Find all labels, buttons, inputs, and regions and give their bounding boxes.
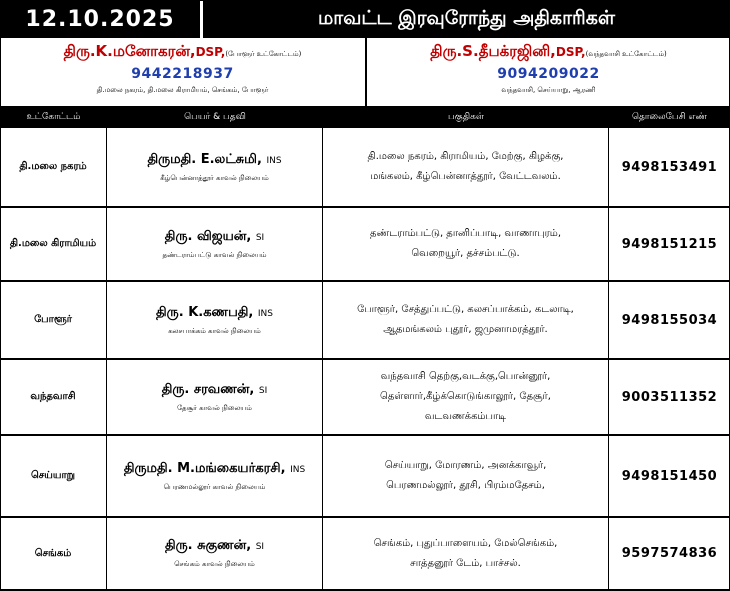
area-line: வெறையூர், தச்சம்பட்டு. bbox=[411, 248, 520, 259]
officer-name-line bbox=[124, 461, 305, 477]
subdivision: வந்தவாசி bbox=[30, 391, 76, 402]
patrol-table bbox=[0, 128, 730, 591]
officer-phone: 9442218937 bbox=[131, 66, 234, 82]
phone-cell bbox=[609, 128, 730, 206]
areas-cell bbox=[323, 360, 609, 434]
subdivision-cell bbox=[0, 436, 107, 516]
officer-division: (போளூர் உட்கோட்டம்) bbox=[225, 50, 302, 58]
area-line: வடவணக்கம்பாடி bbox=[424, 411, 507, 422]
officer-name: திருமதி. M.மங்கையர்கரசி, bbox=[123, 460, 286, 476]
area-line: வந்தவாசி தெற்கு,வடக்கு,பொன்னூர், bbox=[380, 371, 551, 382]
officer-name: திரு. சுகுணன், bbox=[164, 538, 252, 553]
officer-rank: DSP, bbox=[195, 45, 226, 59]
supervising-officers bbox=[0, 38, 730, 106]
officer-name: திரு.S.தீபக்ரஜினி, bbox=[430, 42, 556, 60]
table-row bbox=[0, 282, 730, 360]
column-header-name-post: பெயர் & பதவி bbox=[184, 111, 246, 122]
subdivision: போளூர் bbox=[34, 314, 72, 325]
officer-area: தி.மலை நகரம், தி.மலை கிராமியம், செங்கம், போளூர் bbox=[96, 86, 269, 94]
title-bar bbox=[0, 0, 730, 38]
officer-name-line bbox=[165, 538, 264, 554]
subdivision: தி.மலை கிராமியம் bbox=[9, 238, 97, 249]
name-post-cell bbox=[107, 128, 323, 206]
officer-name: திரு. சரவணன், bbox=[161, 381, 255, 397]
area-line: மங்கலம், கீழ்பென்னாத்தூர், வேட்டவலம். bbox=[370, 171, 561, 182]
table-row bbox=[0, 360, 730, 436]
officer-name-line bbox=[367, 42, 730, 62]
officer-rank: DSP, bbox=[555, 45, 586, 59]
page-title: மாவட்ட இரவுரோந்து அதிகாரிகள் bbox=[318, 6, 615, 29]
phone-number: 9003511352 bbox=[621, 389, 718, 405]
officer-name-line bbox=[156, 305, 273, 321]
subdivision-cell bbox=[0, 208, 107, 280]
subdivision-cell bbox=[0, 282, 107, 358]
officer-name: திருமதி. E.லட்சுமி, bbox=[147, 151, 262, 167]
phone-number: 9498153491 bbox=[621, 159, 718, 175]
subdivision: செங்கம் bbox=[34, 547, 72, 559]
areas-cell bbox=[323, 208, 609, 280]
area-line: தெள்ளார்,கீழ்க்கொடுங்காலூர், தேசூர், bbox=[380, 391, 551, 402]
police-station: கலசபாக்கம் காவல் நிலையம் bbox=[168, 326, 261, 335]
phone-cell bbox=[609, 518, 730, 589]
area-line: போளூர், சேத்துப்பட்டு, கலசப்பாக்கம், கடலாடி, bbox=[357, 304, 574, 315]
name-post-cell bbox=[107, 518, 323, 589]
officer-rank: SI bbox=[255, 542, 265, 552]
area-line: செங்கம், புதுப்பாளையம், மேல்செங்கம், bbox=[373, 537, 558, 549]
officer-rank: SI bbox=[258, 385, 268, 396]
officer-card-1 bbox=[0, 38, 365, 106]
area-line: சாத்தனூர் டேம், பாச்சல். bbox=[410, 557, 521, 569]
officer-rank: INS bbox=[266, 155, 282, 166]
subdivision-cell bbox=[0, 518, 107, 589]
officer-division: (வந்தவாசி உட்கோட்டம்) bbox=[585, 50, 667, 58]
phone-cell bbox=[609, 208, 730, 280]
column-header-areas: பகுதிகள் bbox=[448, 111, 484, 122]
name-post-cell bbox=[107, 360, 323, 434]
officer-name: திரு.K.மனோகரன், bbox=[63, 42, 196, 60]
area-line: தண்டராம்பட்டு, தானிப்பாடி, வாணாபுரம், bbox=[369, 228, 562, 239]
area-line: தி.மலை நகரம், கிராமியம், மேற்கு, கிழக்கு, bbox=[367, 151, 564, 162]
police-station: செங்கம் காவல் நிலையம் bbox=[174, 560, 255, 568]
subdivision: தி.மலை நகரம் bbox=[19, 161, 87, 172]
officer-rank: INS bbox=[290, 464, 306, 475]
officer-name: திரு. K.கணபதி, bbox=[156, 304, 254, 320]
subdivision-cell bbox=[0, 128, 107, 206]
phone-cell bbox=[609, 282, 730, 358]
column-header-phone: தொலைபேசி எண் bbox=[631, 111, 708, 122]
name-post-cell bbox=[107, 208, 323, 280]
officer-phone: 9094209022 bbox=[497, 66, 600, 82]
areas-cell bbox=[323, 128, 609, 206]
date: 12.10.2025 bbox=[25, 6, 175, 32]
area-line: செய்யாறு, மோரணம், அனக்காவூர், bbox=[384, 460, 547, 471]
name-post-cell bbox=[107, 436, 323, 516]
table-row bbox=[0, 208, 730, 282]
table-row bbox=[0, 436, 730, 518]
officer-name-line bbox=[0, 42, 365, 62]
police-station: கீழ்பென்னாத்தூர் காவல் நிலையம் bbox=[160, 173, 269, 182]
areas-cell bbox=[323, 518, 609, 589]
police-station: தண்டராம்பட்டு காவல் நிலையம் bbox=[162, 250, 267, 259]
table-row bbox=[0, 128, 730, 208]
police-station: பெரணமல்லூர் காவல் நிலையம் bbox=[163, 482, 266, 491]
table-row bbox=[0, 518, 730, 591]
name-post-cell bbox=[107, 282, 323, 358]
officer-name: திரு. விஜயன், bbox=[164, 228, 252, 244]
column-header-subdivision: உட்கோட்டம் bbox=[26, 111, 81, 122]
subdivision: செய்யாறு bbox=[30, 470, 76, 481]
area-line: பெரணமல்லூர், தூசி, பிரம்மதேசம், bbox=[386, 480, 545, 491]
officer-rank: SI bbox=[255, 232, 265, 243]
subdivision-cell bbox=[0, 360, 107, 434]
areas-cell bbox=[323, 436, 609, 516]
phone-number: 9597574836 bbox=[621, 546, 718, 561]
area-line: ஆதமங்கலம் புதூர், ஜமுனாமரத்தூர். bbox=[383, 324, 548, 335]
officer-card-2 bbox=[365, 38, 730, 106]
phone-number: 9498151215 bbox=[621, 236, 718, 252]
officer-rank: INS bbox=[257, 308, 273, 319]
police-station: தேசூர் காவல் நிலையம் bbox=[177, 403, 252, 412]
phone-number: 9498155034 bbox=[621, 312, 718, 328]
phone-cell bbox=[609, 360, 730, 434]
officer-name-line bbox=[147, 152, 281, 168]
areas-cell bbox=[323, 282, 609, 358]
phone-cell bbox=[609, 436, 730, 516]
table-header bbox=[0, 106, 730, 128]
officer-area: வந்தவாசி, செய்யாறு, ஆரணி bbox=[501, 86, 596, 94]
phone-number: 9498151450 bbox=[621, 468, 718, 484]
officer-name-line bbox=[162, 382, 268, 398]
officer-name-line bbox=[165, 229, 264, 245]
